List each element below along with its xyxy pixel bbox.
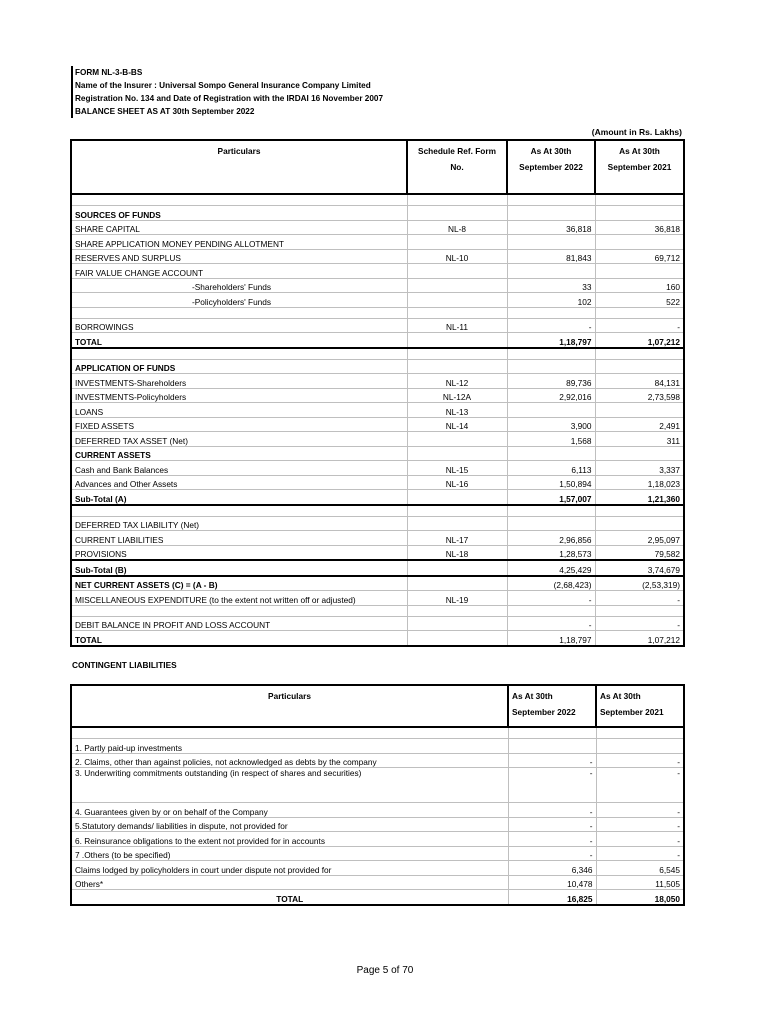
cont-row-value-2022: 16,825: [508, 890, 596, 905]
balance-row: [71, 516, 684, 531]
balance-row: [71, 631, 684, 646]
row-label: APPLICATION OF FUNDS: [71, 359, 407, 374]
row-value-2022: 4,25,429: [507, 560, 595, 576]
cont-row-value-2021: -: [596, 768, 684, 803]
row-value-2021: 69,712: [595, 249, 684, 264]
balance-row: [71, 249, 684, 264]
contingent-row: [71, 875, 684, 890]
balance-row: [71, 490, 684, 505]
row-value-2021: [595, 446, 684, 461]
sheet-title: BALANCE SHEET AS AT 30th September 2022: [75, 107, 255, 116]
row-value-2021: 1,18,023: [595, 475, 684, 490]
row-value-2021: 79,582: [595, 545, 684, 560]
balance-row: [71, 403, 684, 418]
spacer-row: [71, 348, 684, 360]
cont-row-label: 6. Reinsurance obligations to the extent not provided for in accounts: [71, 832, 508, 847]
balance-row: [71, 359, 684, 374]
row-value-2021: 2,491: [595, 417, 684, 432]
cont-row-value-2021: -: [596, 753, 684, 768]
row-label: RESERVES AND SURPLUS: [71, 249, 407, 264]
balance-row: [71, 264, 684, 279]
registration-info: Registration No. 134 and Date of Registration with the IRDAI 16 November 2007: [75, 94, 384, 103]
row-label: PROVISIONS: [71, 545, 407, 560]
balance-row: [71, 461, 684, 476]
col-schedule: Schedule Ref. Form No.: [407, 140, 507, 194]
row-label: TOTAL: [71, 333, 407, 348]
row-value-2022: [507, 403, 595, 418]
row-schedule: [407, 432, 507, 447]
balance-row: [71, 446, 684, 461]
row-value-2022: [507, 359, 595, 374]
spacer-row: [71, 505, 684, 517]
row-value-2021: 3,74,679: [595, 560, 684, 576]
row-value-2022: -: [507, 591, 595, 606]
row-label: SHARE APPLICATION MONEY PENDING ALLOTMENT: [71, 235, 407, 250]
cont-row-value-2022: -: [508, 832, 596, 847]
row-value-2021: 522: [595, 293, 684, 308]
row-schedule: [407, 560, 507, 576]
row-value-2021: 160: [595, 278, 684, 293]
row-value-2022: 36,818: [507, 220, 595, 235]
row-value-2022: [507, 446, 595, 461]
cont-row-label: Others*: [71, 875, 508, 890]
cont-row-value-2022: [508, 739, 596, 754]
cont-col-previous: As At 30th September 2021: [596, 685, 684, 727]
amount-note: (Amount in Rs. Lakhs): [591, 127, 682, 137]
row-value-2022: 1,568: [507, 432, 595, 447]
row-value-2022: [507, 235, 595, 250]
cont-row-value-2021: [596, 739, 684, 754]
row-value-2021: 2,73,598: [595, 388, 684, 403]
row-label: DEBIT BALANCE IN PROFIT AND LOSS ACCOUNT: [71, 616, 407, 631]
cont-row-value-2021: -: [596, 817, 684, 832]
cont-row-label: 2. Claims, other than against policies, not acknowledged as debts by the company: [71, 753, 508, 768]
row-label: FIXED ASSETS: [71, 417, 407, 432]
row-value-2022: [507, 516, 595, 531]
row-label: Sub-Total (B): [71, 560, 407, 576]
row-label: NET CURRENT ASSETS (C) = (A - B): [71, 576, 407, 591]
balance-row: [71, 293, 684, 308]
row-schedule: NL-17: [407, 531, 507, 546]
balance-row: [71, 432, 684, 447]
row-label: Cash and Bank Balances: [71, 461, 407, 476]
cont-col-current: As At 30th September 2022: [508, 685, 596, 727]
cont-row-label: Claims lodged by policyholders in court under dispute not provided for: [71, 861, 508, 876]
cont-row-label: 4. Guarantees given by or on behalf of the Company: [71, 803, 508, 818]
row-label: LOANS: [71, 403, 407, 418]
row-schedule: NL-12: [407, 374, 507, 389]
row-value-2022: 3,900: [507, 417, 595, 432]
contingent-header-row: [71, 685, 684, 727]
row-value-2022: 89,736: [507, 374, 595, 389]
row-schedule: [407, 206, 507, 221]
balance-row: [71, 333, 684, 348]
row-value-2022: -: [507, 318, 595, 333]
contingent-row: [71, 803, 684, 818]
row-label: INVESTMENTS-Policyholders: [71, 388, 407, 403]
contingent-row: [71, 846, 684, 861]
balance-row: [71, 278, 684, 293]
row-value-2021: 2,95,097: [595, 531, 684, 546]
col-previous: As At 30th September 2021: [595, 140, 684, 194]
row-schedule: [407, 235, 507, 250]
row-schedule: [407, 446, 507, 461]
row-value-2021: [595, 359, 684, 374]
row-value-2021: 1,07,212: [595, 333, 684, 348]
row-value-2021: [595, 403, 684, 418]
row-schedule: NL-15: [407, 461, 507, 476]
row-value-2022: 1,57,007: [507, 490, 595, 505]
row-value-2022: 1,18,797: [507, 333, 595, 348]
row-value-2022: 1,50,894: [507, 475, 595, 490]
spacer-row: [71, 307, 684, 318]
row-schedule: NL-19: [407, 591, 507, 606]
row-value-2022: 6,113: [507, 461, 595, 476]
balance-sheet-table: [70, 139, 685, 647]
cont-row-label: 7 .Others (to be specified): [71, 846, 508, 861]
contingent-row: [71, 739, 684, 754]
row-schedule: [407, 278, 507, 293]
col-particulars: Particulars: [71, 140, 407, 194]
row-value-2022: 1,18,797: [507, 631, 595, 646]
row-value-2022: [507, 264, 595, 279]
page-footer: Page 5 of 70: [356, 965, 414, 976]
contingent-row: [71, 768, 684, 803]
contingent-row: [71, 753, 684, 768]
row-label: Advances and Other Assets: [71, 475, 407, 490]
spacer-row: [71, 194, 684, 206]
row-schedule: [407, 631, 507, 646]
row-value-2022: 102: [507, 293, 595, 308]
row-value-2021: 1,07,212: [595, 631, 684, 646]
form-header: [71, 66, 383, 118]
cont-row-label: TOTAL: [71, 890, 508, 905]
row-value-2021: [595, 206, 684, 221]
row-value-2022: 1,28,573: [507, 545, 595, 560]
balance-row: [71, 591, 684, 606]
row-value-2021: -: [595, 318, 684, 333]
row-value-2022: [507, 206, 595, 221]
cont-row-value-2021: 11,505: [596, 875, 684, 890]
row-value-2021: [595, 516, 684, 531]
balance-header-row: [71, 140, 684, 194]
cont-row-value-2022: -: [508, 817, 596, 832]
balance-row: [71, 388, 684, 403]
balance-row: [71, 220, 684, 235]
contingent-liabilities-table: [70, 684, 685, 906]
balance-row: [71, 318, 684, 333]
row-label: FAIR VALUE CHANGE ACCOUNT: [71, 264, 407, 279]
cont-row-value-2022: -: [508, 846, 596, 861]
row-schedule: [407, 576, 507, 591]
row-value-2022: 2,96,856: [507, 531, 595, 546]
balance-row: [71, 616, 684, 631]
row-schedule: NL-12A: [407, 388, 507, 403]
row-label: CURRENT LIABILITIES: [71, 531, 407, 546]
row-schedule: NL-8: [407, 220, 507, 235]
row-value-2022: (2,68,423): [507, 576, 595, 591]
row-label: Sub-Total (A): [71, 490, 407, 505]
insurer-name: Name of the Insurer : Universal Sompo General Insurance Company Limited: [75, 81, 371, 90]
row-label: DEFERRED TAX ASSET (Net): [71, 432, 407, 447]
contingent-row: [71, 861, 684, 876]
row-schedule: [407, 616, 507, 631]
row-schedule: [407, 490, 507, 505]
cont-row-value-2022: 10,478: [508, 875, 596, 890]
row-schedule: [407, 264, 507, 279]
contingent-row: [71, 890, 684, 905]
spacer-row: [71, 727, 684, 739]
balance-row: [71, 531, 684, 546]
row-value-2021: 1,21,360: [595, 490, 684, 505]
cont-row-value-2022: -: [508, 753, 596, 768]
cont-row-value-2022: -: [508, 803, 596, 818]
col-current: As At 30th September 2022: [507, 140, 595, 194]
row-label: DEFERRED TAX LIABILITY (Net): [71, 516, 407, 531]
row-value-2021: (2,53,319): [595, 576, 684, 591]
cont-row-value-2022: 6,346: [508, 861, 596, 876]
balance-row: [71, 417, 684, 432]
contingent-title: CONTINGENT LIABILITIES: [72, 660, 177, 670]
row-label: BORROWINGS: [71, 318, 407, 333]
balance-row: [71, 475, 684, 490]
row-value-2021: -: [595, 591, 684, 606]
balance-row: [71, 576, 684, 591]
balance-row: [71, 235, 684, 250]
row-value-2021: 36,818: [595, 220, 684, 235]
row-value-2021: 311: [595, 432, 684, 447]
row-value-2022: 2,92,016: [507, 388, 595, 403]
row-schedule: NL-10: [407, 249, 507, 264]
row-value-2021: 84,131: [595, 374, 684, 389]
row-schedule: NL-16: [407, 475, 507, 490]
balance-row: [71, 206, 684, 221]
cont-row-value-2022: -: [508, 768, 596, 803]
row-label: -Shareholders' Funds: [71, 278, 407, 293]
row-value-2022: 33: [507, 278, 595, 293]
form-code: FORM NL-3-B-BS: [75, 68, 143, 77]
cont-row-value-2021: -: [596, 846, 684, 861]
cont-row-label: 1. Partly paid-up investments: [71, 739, 508, 754]
row-schedule: NL-11: [407, 318, 507, 333]
row-schedule: [407, 359, 507, 374]
row-value-2022: 81,843: [507, 249, 595, 264]
row-value-2021: -: [595, 616, 684, 631]
row-schedule: NL-13: [407, 403, 507, 418]
row-value-2021: 3,337: [595, 461, 684, 476]
row-label: -Policyholders' Funds: [71, 293, 407, 308]
row-label: SOURCES OF FUNDS: [71, 206, 407, 221]
row-value-2021: [595, 235, 684, 250]
cont-row-value-2021: -: [596, 832, 684, 847]
contingent-row: [71, 817, 684, 832]
row-label: CURRENT ASSETS: [71, 446, 407, 461]
cont-col-particulars: Particulars: [71, 685, 508, 727]
cont-row-value-2021: 6,545: [596, 861, 684, 876]
contingent-row: [71, 832, 684, 847]
balance-row: [71, 560, 684, 576]
row-label: SHARE CAPITAL: [71, 220, 407, 235]
row-value-2021: [595, 264, 684, 279]
row-schedule: [407, 293, 507, 308]
balance-row: [71, 545, 684, 560]
row-label: MISCELLANEOUS EXPENDITURE (to the extent not written off or adjusted): [71, 591, 407, 606]
row-schedule: [407, 333, 507, 348]
row-value-2022: -: [507, 616, 595, 631]
row-schedule: NL-18: [407, 545, 507, 560]
cont-row-value-2021: -: [596, 803, 684, 818]
row-label: INVESTMENTS-Shareholders: [71, 374, 407, 389]
balance-row: [71, 374, 684, 389]
row-schedule: [407, 516, 507, 531]
row-schedule: NL-14: [407, 417, 507, 432]
row-label: TOTAL: [71, 631, 407, 646]
cont-row-value-2021: 18,050: [596, 890, 684, 905]
cont-row-label: 3. Underwriting commitments outstanding (in respect of shares and securities): [71, 768, 508, 803]
spacer-row: [71, 605, 684, 616]
cont-row-label: 5.Statutory demands/ liabilities in dispute, not provided for: [71, 817, 508, 832]
